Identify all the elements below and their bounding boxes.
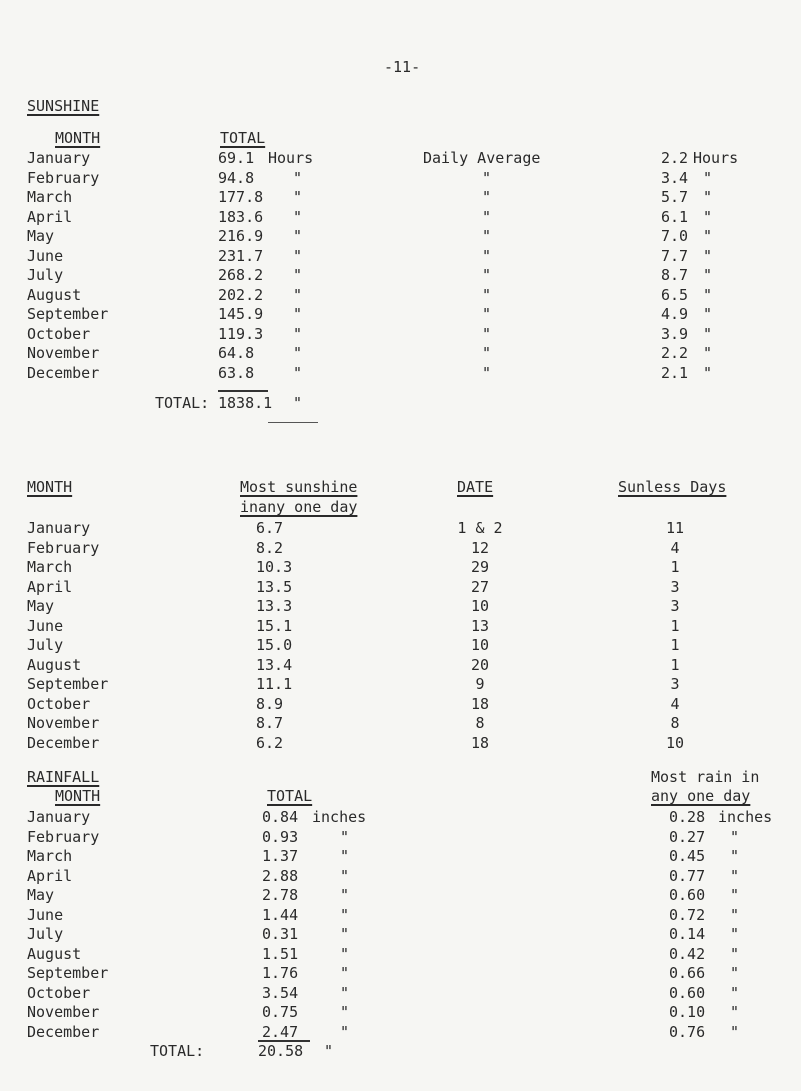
date-value: 13 (470, 616, 490, 635)
table-row (0, 945, 801, 963)
table-row (0, 578, 801, 596)
total-hours: 177.8 (218, 188, 264, 206)
date-value: 8 (475, 714, 485, 732)
most-rain-value: 0.10 (669, 1003, 706, 1021)
ditto-mark: " (482, 246, 492, 265)
table-row (0, 808, 801, 826)
col-header-sunless-days: Sunless Days (618, 478, 727, 496)
month-label: October (27, 324, 91, 343)
month-label: March (27, 847, 73, 865)
inches-unit: " (340, 847, 350, 865)
hours-unit: " (703, 363, 713, 382)
total-hours: 69.1 (218, 149, 255, 167)
ditto-mark: " (482, 188, 492, 206)
col-header-most-sunshine-2: inany one day (240, 498, 358, 516)
hours-unit: Hours (693, 149, 739, 167)
sunless-days-value: 3 (670, 577, 680, 596)
daily-average-value: 2.2 (661, 344, 689, 362)
rain-total-value: 0.84 (262, 808, 299, 826)
month-label: August (27, 655, 82, 674)
rain-total-value: 0.93 (262, 827, 299, 846)
inches-unit: " (730, 827, 740, 846)
table-row (0, 539, 801, 557)
table-row (0, 656, 801, 674)
inches-unit: " (730, 925, 740, 943)
month-label: December (27, 733, 100, 752)
ditto-mark: " (482, 324, 492, 343)
total-hours: 63.8 (218, 363, 255, 382)
most-rain-value: 0.72 (669, 905, 706, 924)
inches-unit: " (730, 1022, 740, 1041)
month-label: April (27, 866, 73, 885)
most-sunshine-value: 8.7 (256, 714, 284, 732)
rain-total-value: 1.51 (262, 944, 299, 963)
date-value: 20 (470, 655, 490, 674)
ditto-mark: " (482, 266, 492, 284)
sunless-days-value: 4 (670, 694, 680, 713)
date-value: 10 (470, 597, 490, 615)
page-number: -11- (384, 58, 421, 76)
table-row (0, 847, 801, 865)
inches-unit: " (730, 983, 740, 1002)
daily-average-value: 8.7 (661, 266, 689, 284)
table-row (0, 886, 801, 904)
inches-unit: " (730, 944, 740, 963)
rain-total-value: 1.44 (262, 905, 299, 924)
most-rain-value: 0.77 (669, 866, 706, 885)
table-row (0, 675, 801, 693)
inches-unit: " (730, 1003, 740, 1021)
total-hours: 119.3 (218, 324, 264, 343)
rain-grand-total-value: 20.58 (258, 1042, 304, 1060)
month-label: December (27, 1022, 100, 1041)
rain-total-value: 1.76 (262, 964, 299, 982)
month-label: January (27, 808, 91, 826)
most-rain-value: 0.42 (669, 944, 706, 963)
hours-unit: Hours (268, 149, 314, 167)
rain-total-value: 2.78 (262, 886, 299, 904)
daily-average-value: 2.1 (661, 363, 689, 382)
table-row (0, 519, 801, 537)
hours-unit: " (293, 188, 303, 206)
most-sunshine-value: 10.3 (256, 558, 293, 576)
total-hours: 64.8 (218, 344, 255, 362)
table-row (0, 364, 801, 382)
most-sunshine-value: 13.3 (256, 597, 293, 615)
section-heading-sunshine: SUNSHINE (27, 97, 100, 115)
date-value: 29 (470, 558, 490, 576)
month-label: January (27, 519, 91, 537)
hours-unit: " (703, 266, 713, 284)
table-row (0, 1003, 801, 1021)
month-label: March (27, 558, 73, 576)
table-row (0, 925, 801, 943)
total-hours: 183.6 (218, 207, 264, 226)
section-heading-rainfall: RAINFALL (27, 768, 100, 786)
most-sunshine-value: 6.2 (256, 733, 284, 752)
ditto-mark: " (482, 285, 492, 304)
sunless-days-value: 3 (670, 675, 680, 693)
hours-unit: " (703, 188, 713, 206)
rain-total-value: 2.47 (262, 1022, 299, 1041)
month-label: June (27, 905, 64, 924)
month-label: February (27, 538, 100, 557)
most-rain-value: 0.14 (669, 925, 706, 943)
inches-unit: " (340, 925, 350, 943)
month-label: April (27, 207, 73, 226)
inches-unit: " (340, 983, 350, 1002)
inches-unit: " (340, 1003, 350, 1021)
month-label: February (27, 827, 100, 846)
month-label: November (27, 714, 100, 732)
rain-total-value: 0.31 (262, 925, 299, 943)
total-hours: 216.9 (218, 227, 264, 245)
total-hours: 231.7 (218, 246, 264, 265)
month-label: August (27, 285, 82, 304)
grand-total-underline (268, 422, 318, 423)
ditto-mark: " (482, 344, 492, 362)
month-label: December (27, 363, 100, 382)
most-sunshine-value: 11.1 (256, 675, 293, 693)
table-row (0, 906, 801, 924)
table-row (0, 149, 801, 167)
table-row (0, 828, 801, 846)
month-label: March (27, 188, 73, 206)
table-row (0, 714, 801, 732)
date-value: 18 (470, 694, 490, 713)
most-sunshine-value: 13.5 (256, 577, 293, 596)
table-row (0, 208, 801, 226)
most-rain-value: 0.76 (669, 1022, 706, 1041)
ditto-mark: " (324, 1042, 334, 1060)
month-label: May (27, 886, 55, 904)
hours-unit: " (703, 246, 713, 265)
table-row (0, 558, 801, 576)
month-label: September (27, 305, 109, 323)
most-rain-value: 0.27 (669, 827, 706, 846)
month-label: May (27, 227, 55, 245)
inches-unit: " (340, 905, 350, 924)
inches-unit: " (730, 905, 740, 924)
ditto-mark: " (482, 168, 492, 187)
daily-average-value: 7.7 (661, 246, 689, 265)
hours-unit: " (293, 168, 303, 187)
date-value: 1 & 2 (457, 519, 503, 537)
month-label: July (27, 266, 64, 284)
daily-average-label: Daily Average (423, 149, 541, 167)
hours-unit: " (293, 363, 303, 382)
ditto-mark: " (482, 363, 492, 382)
rain-total-value: 1.37 (262, 847, 299, 865)
most-rain-value: 0.45 (669, 847, 706, 865)
sunless-days-value: 1 (670, 558, 680, 576)
month-label: May (27, 597, 55, 615)
sunless-days-value: 1 (670, 636, 680, 654)
date-value: 10 (470, 636, 490, 654)
table-row (0, 305, 801, 323)
inches-unit: " (340, 827, 350, 846)
daily-average-value: 4.9 (661, 305, 689, 323)
inches-unit: " (730, 866, 740, 885)
month-label: November (27, 344, 100, 362)
table-row (0, 188, 801, 206)
inches-unit: inches (718, 808, 773, 826)
table-row (0, 325, 801, 343)
daily-average-value: 5.7 (661, 188, 689, 206)
month-label: October (27, 983, 91, 1002)
hours-unit: " (293, 207, 303, 226)
col-header-most-sunshine: Most sunshine (240, 478, 358, 496)
most-rain-value: 0.66 (669, 964, 706, 982)
table-row (0, 695, 801, 713)
hours-unit: " (293, 227, 303, 245)
table-row (0, 617, 801, 635)
table-row (0, 344, 801, 362)
inches-unit: " (340, 1022, 350, 1041)
month-label: June (27, 616, 64, 635)
hours-unit: " (703, 305, 713, 323)
inches-unit: " (340, 944, 350, 963)
date-value: 18 (470, 733, 490, 752)
col-header-rain-total: TOTAL (267, 787, 313, 805)
hours-unit: " (293, 305, 303, 323)
table-row (0, 286, 801, 304)
date-value: 12 (470, 538, 490, 557)
sunless-days-value: 1 (670, 655, 680, 674)
month-label: February (27, 168, 100, 187)
sunless-days-value: 10 (665, 733, 685, 752)
hours-unit: " (703, 168, 713, 187)
col-header-most-rain: Most rain in (651, 768, 760, 786)
total-hours: 268.2 (218, 266, 264, 284)
daily-average-value: 7.0 (661, 227, 689, 245)
table-row (0, 964, 801, 982)
hours-unit: " (703, 344, 713, 362)
most-sunshine-value: 13.4 (256, 655, 293, 674)
most-rain-value: 0.60 (669, 886, 706, 904)
table-row (0, 169, 801, 187)
table-row (0, 1023, 801, 1041)
rain-total-value: 2.88 (262, 866, 299, 885)
month-label: July (27, 925, 64, 943)
grand-total-label: TOTAL: (155, 394, 210, 412)
most-sunshine-value: 8.2 (256, 538, 284, 557)
hours-unit: " (293, 246, 303, 265)
most-sunshine-value: 15.1 (256, 616, 293, 635)
total-hours: 94.8 (218, 168, 255, 187)
hours-unit: " (293, 324, 303, 343)
most-sunshine-value: 6.7 (256, 519, 284, 537)
ditto-mark: " (482, 207, 492, 226)
month-label: April (27, 577, 73, 596)
table-row (0, 734, 801, 752)
hours-unit: " (703, 207, 713, 226)
daily-average-value: 2.2 (661, 149, 689, 167)
month-label: July (27, 636, 64, 654)
month-label: August (27, 944, 82, 963)
month-label: September (27, 964, 109, 982)
daily-average-value: 6.1 (661, 207, 689, 226)
grand-total-value: 1838.1 (218, 394, 273, 412)
month-label: January (27, 149, 91, 167)
rain-total-value: 0.75 (262, 1003, 299, 1021)
inches-unit: " (340, 866, 350, 885)
col-header-date: DATE (457, 478, 494, 496)
col-header-month-2: MONTH (27, 478, 73, 496)
most-rain-value: 0.28 (669, 808, 706, 826)
rain-total-value: 3.54 (262, 983, 299, 1002)
ditto-mark: " (293, 394, 303, 412)
month-label: October (27, 694, 91, 713)
date-value: 27 (470, 577, 490, 596)
hours-unit: " (293, 344, 303, 362)
most-rain-value: 0.60 (669, 983, 706, 1002)
rain-total-label: TOTAL: (150, 1042, 205, 1060)
ditto-mark: " (482, 305, 492, 323)
month-label: September (27, 675, 109, 693)
month-label: June (27, 246, 64, 265)
sunless-days-value: 1 (670, 616, 680, 635)
table-row (0, 247, 801, 265)
col-header-total: TOTAL (220, 129, 266, 147)
inches-unit: " (730, 847, 740, 865)
daily-average-value: 3.9 (661, 324, 689, 343)
most-sunshine-value: 8.9 (256, 694, 284, 713)
col-header-most-rain-2: any one day (651, 787, 751, 805)
inches-unit: " (340, 964, 350, 982)
inches-unit: " (730, 964, 740, 982)
table-row (0, 266, 801, 284)
total-hours: 145.9 (218, 305, 264, 323)
table-row (0, 227, 801, 245)
daily-average-value: 3.4 (661, 168, 689, 187)
table-row (0, 636, 801, 654)
table-row (0, 984, 801, 1002)
inches-unit: " (340, 886, 350, 904)
date-value: 9 (475, 675, 485, 693)
hours-unit: " (703, 285, 713, 304)
col-header-month: MONTH (55, 129, 101, 147)
sunless-days-value: 3 (670, 597, 680, 615)
col-header-month-3: MONTH (55, 787, 101, 805)
daily-average-value: 6.5 (661, 285, 689, 304)
inches-unit: " (730, 886, 740, 904)
table-row (0, 867, 801, 885)
hours-unit: " (703, 227, 713, 245)
hours-unit: " (703, 324, 713, 343)
hours-unit: " (293, 285, 303, 304)
table-row (0, 597, 801, 615)
sunless-days-value: 11 (665, 519, 685, 537)
inches-unit: inches (312, 808, 367, 826)
sunless-days-value: 4 (670, 538, 680, 557)
ditto-mark: " (482, 227, 492, 245)
hours-unit: " (293, 266, 303, 284)
month-label: November (27, 1003, 100, 1021)
most-sunshine-value: 15.0 (256, 636, 293, 654)
total-hours: 202.2 (218, 285, 264, 304)
total-underline (218, 390, 268, 392)
sunless-days-value: 8 (670, 714, 680, 732)
